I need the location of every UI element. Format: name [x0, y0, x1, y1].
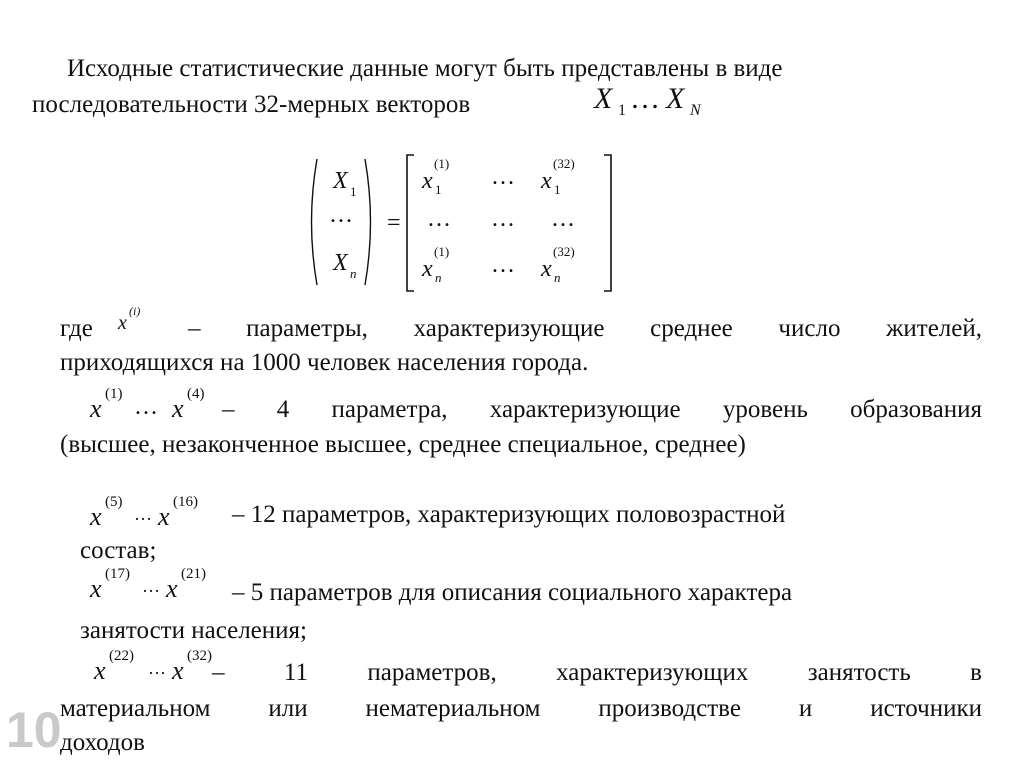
- group1-sup-a: (1): [105, 386, 123, 402]
- formula-x1-sub: 1: [618, 102, 626, 119]
- group1-x-a: x: [90, 394, 102, 423]
- right-bracket: [603, 154, 613, 292]
- group3-x-a: x: [90, 574, 102, 603]
- group1-line-1: – 4 параметра, характеризующие уровень образования: [222, 396, 982, 423]
- where-line-2: приходящихся на 1000 человек населения города.: [60, 349, 589, 376]
- left-bracket: [405, 154, 415, 292]
- group4-x-b: x: [172, 656, 184, 685]
- cell-r1-c1: x: [422, 168, 433, 194]
- group1-dots: …: [134, 394, 158, 420]
- group4-sup-a: (22): [109, 648, 134, 664]
- group3-line-2: занятости населения;: [80, 617, 307, 644]
- equals-sign: =: [387, 210, 401, 236]
- group1-formula: [90, 388, 240, 428]
- cell-r2-c1: …: [427, 206, 451, 232]
- group3-formula: [90, 568, 240, 608]
- intro-line-1: Исходные статистические данные могут быть представлены в виде: [67, 55, 783, 82]
- group3-dots: …: [142, 576, 160, 596]
- matrix-equation: [305, 152, 625, 297]
- where-x-symbol: x: [118, 312, 127, 334]
- group3-sup-b: (21): [181, 566, 206, 582]
- where-line-1: – параметры, характеризующие среднее число жителей,: [188, 315, 982, 342]
- cell-r3-c1-sup: (1): [434, 244, 450, 259]
- cell-r1-c2: …: [491, 164, 515, 190]
- col-dots: …: [329, 202, 353, 228]
- formula-x1: X: [594, 82, 613, 115]
- formula-xn-sub: N: [690, 102, 701, 119]
- intro-line-2: последовательности 32-мерных векторов: [32, 91, 471, 118]
- group2-x-b: x: [158, 502, 170, 531]
- cell-r1-c3-sub: 1: [554, 182, 561, 197]
- group4-x-a: x: [94, 656, 106, 685]
- cell-r1-c1-sup: (1): [434, 156, 450, 171]
- group3-line-1: – 5 параметров для описания социального характера: [232, 579, 793, 606]
- group3-x-b: x: [166, 574, 178, 603]
- group2-line-2: состав;: [80, 537, 157, 564]
- group4-line-1: – 11 параметров, характеризующих занятость в: [212, 659, 982, 686]
- group4-sup-b: (32): [187, 648, 212, 664]
- vector-sequence-formula: [594, 82, 734, 122]
- cell-r3-c1: x: [422, 256, 433, 282]
- group1-line-2: (высшее, незаконченное высшее, среднее специальное, среднее): [60, 431, 746, 458]
- cell-r3-c3-sup: (32): [553, 244, 575, 259]
- group2-formula: [90, 496, 240, 536]
- cell-r3-c1-sub: n: [435, 270, 442, 285]
- group2-x-a: x: [90, 502, 102, 531]
- where-word: где: [60, 315, 93, 342]
- cell-r3-c3: x: [541, 256, 552, 282]
- cell-r2-c2: …: [491, 206, 515, 232]
- group3-sup-a: (17): [105, 566, 130, 582]
- cell-r1-c1-sub: 1: [435, 182, 442, 197]
- group2-sup-a: (5): [105, 494, 123, 510]
- col-x1-sub: 1: [350, 184, 357, 199]
- group4-line-3: доходов: [60, 729, 145, 756]
- group2-dots: …: [134, 504, 152, 524]
- slide-number: 10: [6, 702, 62, 758]
- group1-sup-b: (4): [187, 386, 205, 402]
- group1-x-b: x: [172, 394, 184, 423]
- group2-line-1: – 12 параметров, характеризующих половозрастной: [232, 501, 786, 528]
- col-x1: X: [333, 168, 348, 194]
- cell-r1-c3: x: [541, 168, 552, 194]
- left-parenthesis: [305, 157, 319, 287]
- group4-line-2: материальном или нематериальном производстве и источники: [60, 695, 982, 722]
- cell-r3-c3-sub: n: [554, 270, 561, 285]
- cell-r1-c3-sup: (32): [553, 156, 575, 171]
- col-xn: X: [333, 250, 348, 276]
- col-xn-sub: n: [350, 266, 357, 281]
- cell-r3-c2: …: [491, 252, 515, 278]
- formula-dots: …: [630, 82, 660, 115]
- right-parenthesis: [363, 157, 377, 287]
- cell-r2-c3: …: [551, 206, 575, 232]
- group4-dots: …: [148, 658, 166, 678]
- where-x-sup: (i): [129, 304, 141, 318]
- formula-xn: X: [666, 82, 685, 115]
- group2-sup-b: (16): [173, 494, 198, 510]
